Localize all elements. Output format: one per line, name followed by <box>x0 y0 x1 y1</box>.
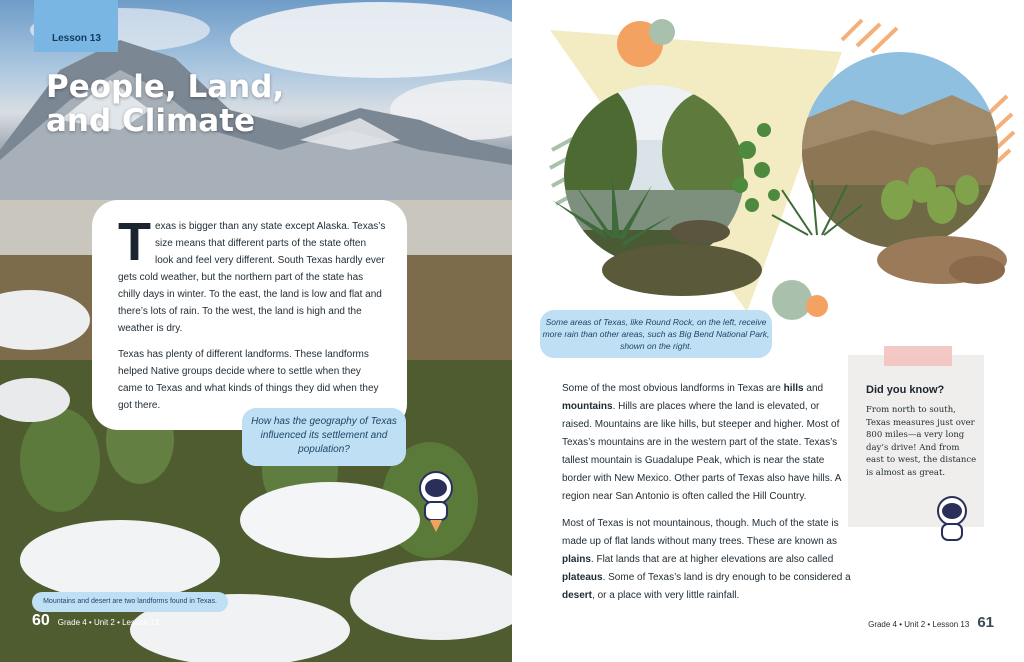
text-run: . Some of Texas’s land is dry enough to be considered a <box>602 572 851 583</box>
did-you-know-text: From north to south, Texas measures just over 800 miles—a very long day’s drive! And from east to west, the distance is almost as great. <box>866 405 977 478</box>
photo-caption: Mountains and desert are two landforms found in Texas. <box>32 592 228 612</box>
right-folio <box>868 614 994 631</box>
intro-paragraph <box>118 212 387 337</box>
astronaut-icon <box>414 470 458 532</box>
text-run: , or a place with very little rainfall. <box>592 590 740 601</box>
page-info-right: Grade 4 • Unit 2 • Lesson 13 <box>868 620 970 629</box>
astronaut-icon <box>932 495 972 547</box>
landforms-paragraph: Texas has plenty of different landforms. These landforms helped Native groups decide where to settle when they came to Texas and what kinds of things they did when they got there. <box>118 349 379 411</box>
text-run: and <box>803 383 824 394</box>
hills-mountains-paragraph <box>562 380 852 506</box>
page-number-left: 60 <box>32 612 50 629</box>
did-you-know-title: Did you know? <box>866 384 945 396</box>
landscape-collage <box>512 0 1024 340</box>
intro-paragraph-text: exas is bigger than any state except Alaska. Texas’s size means that different parts of the state often look and feel very different. South Texas hardly ever gets cold weather, but the northern part of the state has chilly days in winter. To the east, the land is low and flat and there’s lots of rain. To the west, the land is high and the weather is dry. <box>118 221 386 334</box>
intro-text-panel <box>92 200 407 430</box>
vocab-term-hills: hills <box>783 383 804 394</box>
tape-strip <box>884 346 952 366</box>
page-info-left: Grade 4 • Unit 2 • Lesson 13 <box>57 618 160 627</box>
plains-paragraph <box>562 515 852 605</box>
body-text <box>562 380 852 614</box>
collage-caption: Some areas of Texas, like Round Rock, on the left, receive more rain than other areas, such as Big Bend National Park, shown on the right. <box>540 310 772 358</box>
text-run: Some of the most obvious landforms in Texas are <box>562 383 784 394</box>
page-number-right: 61 <box>977 614 994 631</box>
right-page <box>512 0 1024 662</box>
left-folio <box>32 612 159 636</box>
text-run: . Hills are places where the land is elevated, or raised. Mountains are like hills, but steeper and higher. Most of Texas’s mountains are in the western part of the state. Texas’s tallest mountain is Guadalupe Peak, which is near the state border with New Mexico. Other parts of Texas also have hills. A region near San Antonio is often called the Hill Country. <box>562 401 841 502</box>
vocab-term-plains: plains <box>562 554 591 565</box>
question-bubble: How has the geography of Texas influenced its settlement and population? <box>242 408 406 466</box>
text-run: . Flat lands that are at higher elevations are also called <box>590 554 834 565</box>
vocab-term-plateaus: plateaus <box>562 572 603 583</box>
lesson-tab: Lesson 13 <box>34 0 118 52</box>
vocab-term-desert: desert <box>562 590 593 601</box>
vocab-term-mountains: mountains <box>562 401 613 412</box>
drop-cap: T <box>118 212 151 272</box>
text-run: Most of Texas is not mountainous, though. Much of the state is made up of flat lands without many trees. These are known as <box>562 518 839 547</box>
page-title: People, Land, and Climate <box>46 69 285 139</box>
